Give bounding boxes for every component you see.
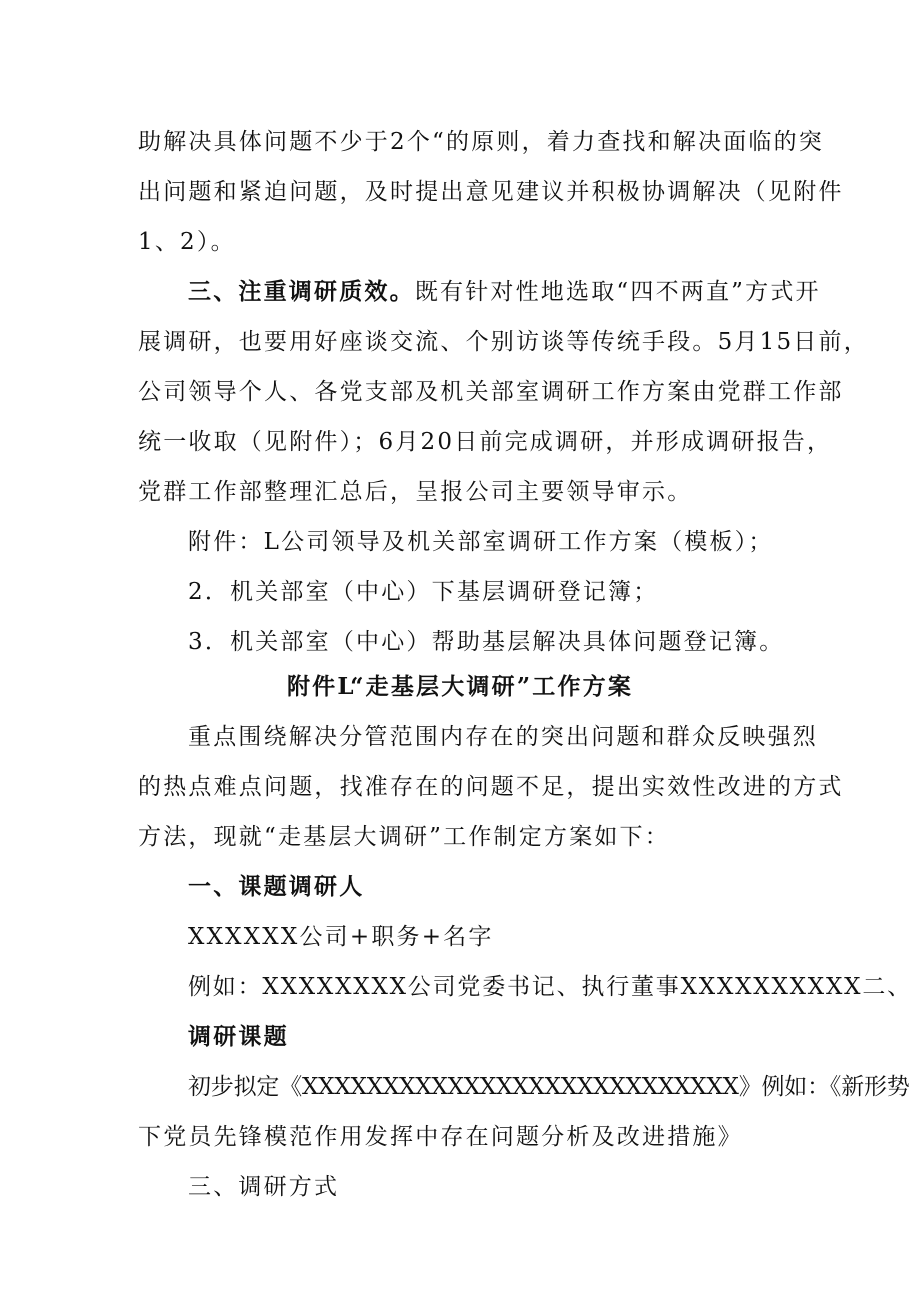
intro-line1: 重点围绕解决分管范围内存在的突出问题和群众反映强烈 bbox=[188, 724, 818, 750]
para2-line3: 公司领导个人、各党支部及机关部室调研工作方案由党群工作部 bbox=[138, 379, 844, 405]
para2-line5: 党群工作部整理汇总后，呈报公司主要领导审示。 bbox=[138, 479, 693, 505]
attachment-item-1: 附件：L公司领导及机关部室调研工作方案（模板）； bbox=[188, 529, 774, 555]
section2-line1: 初步拟定《XXXXXXXXXXXXXXXXXXXXXXXXXXX》例如：《新形势 bbox=[188, 1074, 910, 1100]
section1-line2: 例如：XXXXXXXX公司党委书记、执行董事XXXXXXXXXX二、 bbox=[188, 974, 912, 1000]
para2-line2: 展调研，也要用好座谈交流、个别访谈等传统手段。5月15日前， bbox=[138, 329, 869, 355]
para2-line1-text: 既有针对性地选取“四不两直”方式开 bbox=[414, 279, 821, 305]
section2-line2: 下党员先锋模范作用发挥中存在问题分析及改进措施》 bbox=[138, 1124, 743, 1150]
section2-heading: 调研课题 bbox=[188, 1023, 289, 1050]
para1-line3: 1、2）。 bbox=[138, 229, 236, 255]
attachment-item-3: 3．机关部室（中心）帮助基层解决具体问题登记簿。 bbox=[188, 629, 785, 655]
section3-heading: 三、调研方式 bbox=[188, 1174, 340, 1200]
para1-line2: 出问题和紧迫问题，及时提出意见建议并积极协调解决（见附件 bbox=[138, 179, 844, 205]
para2-line1 bbox=[188, 277, 821, 307]
appendix-title: 附件L“走基层大调研”工作方案 bbox=[286, 673, 634, 700]
section1-heading: 一、课题调研人 bbox=[188, 873, 365, 900]
section1-line1: XXXXXX公司+职务+名字 bbox=[188, 924, 494, 950]
para2-heading: 三、注重调研质效。 bbox=[188, 278, 415, 305]
intro-line3: 方法，现就“走基层大调研”工作制定方案如下： bbox=[138, 824, 670, 850]
para1-line1: 助解决具体问题不少于2个“的原则，着力查找和解决面临的突 bbox=[138, 129, 824, 155]
intro-line2: 的热点难点问题，找准存在的问题不足，提出实效性改进的方式 bbox=[138, 774, 844, 800]
para2-line4: 统一收取（见附件）；6月20日前完成调研，并形成调研报告， bbox=[138, 429, 833, 455]
attachment-item-2: 2．机关部室（中心）下基层调研登记簿； bbox=[188, 579, 659, 605]
